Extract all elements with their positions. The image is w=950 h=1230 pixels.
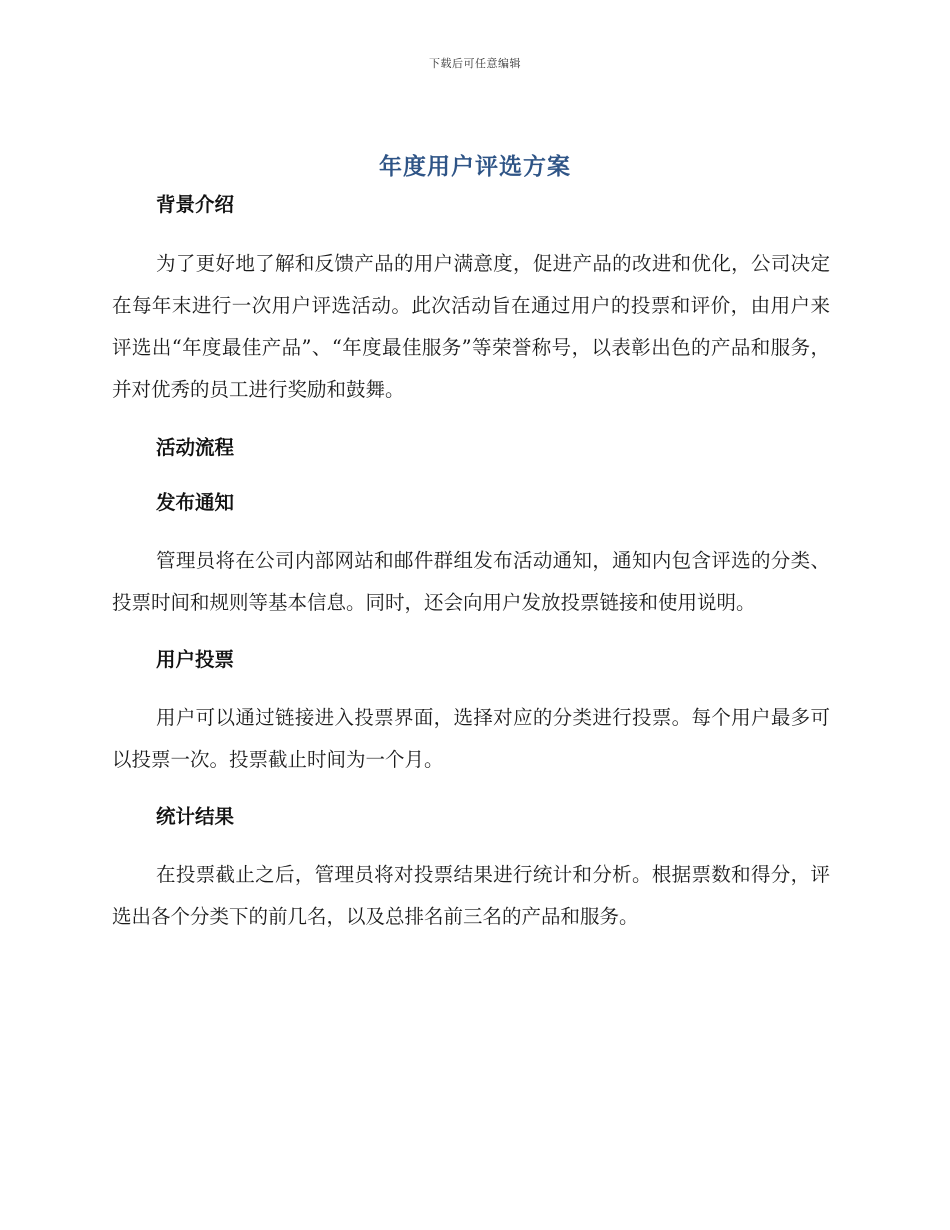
header-note: 下载后可任意编辑 bbox=[429, 57, 521, 70]
section-heading-notice: 发布通知 bbox=[156, 491, 235, 514]
section-heading-voting: 用户投票 bbox=[156, 648, 235, 671]
section-heading-statistics: 统计结果 bbox=[156, 805, 235, 828]
section-paragraph-background: 为了更好地了解和反馈产品的用户满意度，促进产品的改进和优化，公司决定在每年末进行一次用户评选活动。此次活动旨在通过用户的投票和评价，由用户来评选出“年度最佳产品”、“年度最佳服务”等荣誉称号，以表彰出色的产品和服务，并对优秀的员工进行奖励和鼓舞。 bbox=[112, 252, 830, 401]
section-heading-background: 背景介绍 bbox=[156, 193, 235, 216]
section-paragraph-statistics: 在投票截止之后，管理员将对投票结果进行统计和分析。根据票数和得分，评选出各个分类下的前几名，以及总排名前三名的产品和服务。 bbox=[112, 863, 830, 928]
section-paragraph-notice: 管理员将在公司内部网站和邮件群组发布活动通知，通知内包含评选的分类、投票时间和规则等基本信息。同时，还会向用户发放投票链接和使用说明。 bbox=[112, 549, 830, 614]
document-body bbox=[112, 190, 830, 938]
section-paragraph-voting: 用户可以通过链接进入投票界面，选择对应的分类进行投票。每个用户最多可以投票一次。投票截止时间为一个月。 bbox=[112, 706, 830, 771]
document-title: 年度用户评选方案 bbox=[379, 154, 571, 180]
section-heading-flow: 活动流程 bbox=[156, 436, 235, 459]
